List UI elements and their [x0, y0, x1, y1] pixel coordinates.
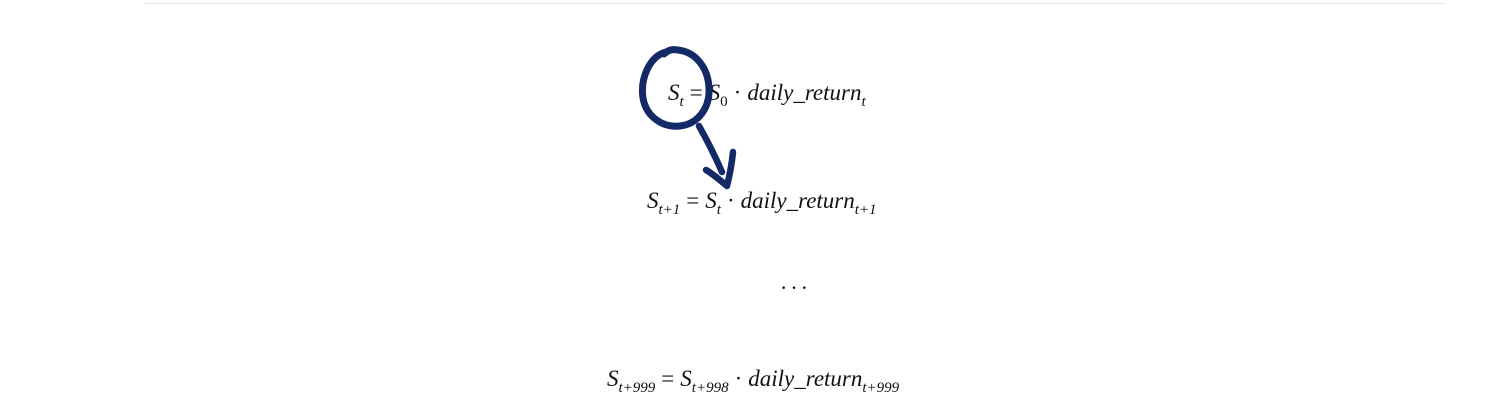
eq2-times: · [726, 188, 735, 213]
eq1-rhs-var: $S_0$ [708, 80, 728, 110]
eq1-lhs: $S_t$ [668, 80, 684, 110]
eq2-equals: = [686, 188, 700, 213]
equation-1 [668, 78, 866, 108]
eq2-lhs: $S_{t+1}$ [647, 188, 681, 218]
eq3-times: · [734, 366, 743, 391]
equation-3 [607, 364, 899, 394]
ellipsis: ··· [780, 275, 811, 300]
hand-drawn-arrow-head [706, 152, 733, 186]
eq1-term: daily_return$_t$ [747, 80, 866, 110]
eq2-rhs-var: $S_t$ [705, 188, 721, 218]
eq2-term: daily_return$_{t+1}$ [740, 188, 877, 218]
eq3-term: daily_return$_{t+999}$ [748, 366, 900, 396]
eq1-times: · [733, 80, 742, 105]
top-divider [145, 3, 1445, 4]
eq3-rhs-var: $S_{t+998}$ [680, 366, 729, 396]
eq1-equals: = [689, 80, 703, 105]
equation-2 [647, 186, 877, 216]
eq3-equals: = [661, 366, 675, 391]
hand-drawn-arrow-shaft [699, 126, 722, 172]
eq3-lhs: $S_{t+999}$ [607, 366, 656, 396]
